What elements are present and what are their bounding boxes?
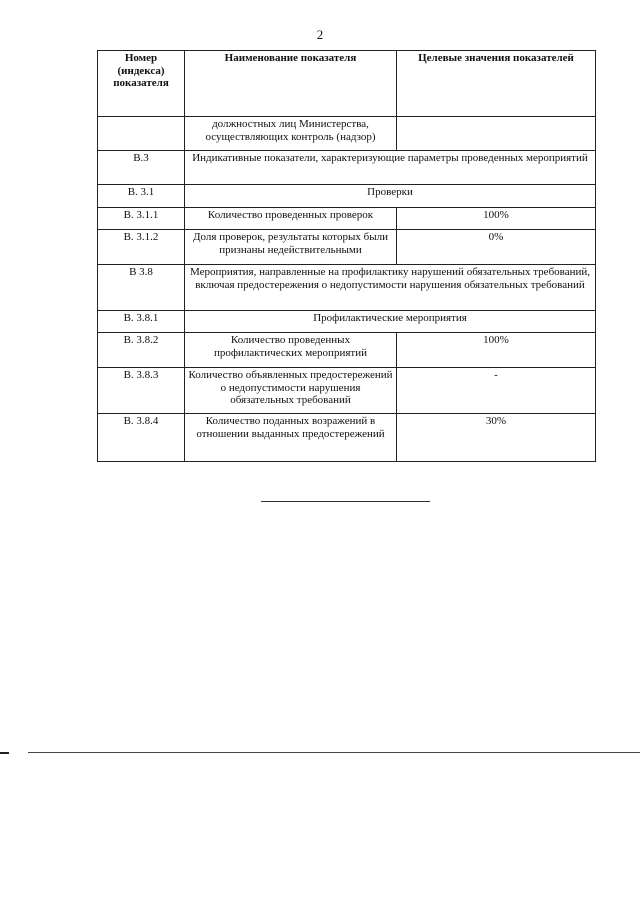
header-value: Целевые значения показателей [397, 51, 596, 117]
row-value: 100% [397, 333, 596, 368]
row-code: В. 3.1.1 [98, 208, 185, 230]
row-code: В. 3.8.1 [98, 311, 185, 333]
table-row [98, 265, 596, 311]
table-row [98, 151, 596, 185]
row-code [98, 117, 185, 151]
row-value [397, 117, 596, 151]
row-name: Количество поданных возражений в отношении выданных предостережений [185, 414, 397, 462]
row-section: Профилактические мероприятия [185, 311, 596, 333]
table-row [98, 333, 596, 368]
scan-edge-mark [0, 752, 9, 754]
row-name: Количество проведенных профилактических мероприятий [185, 333, 397, 368]
page-number: 2 [316, 27, 324, 42]
header-name: Наименование показателя [185, 51, 397, 117]
row-name: Доля проверок, результаты которых были признаны недействительными [185, 230, 397, 265]
row-code: В. 3.1 [98, 185, 185, 208]
row-code: В 3.8 [98, 265, 185, 311]
row-name: Количество проведенных проверок [185, 208, 397, 230]
row-code: В. 3.1.2 [98, 230, 185, 265]
table-row [98, 208, 596, 230]
row-code: В. 3.8.2 [98, 333, 185, 368]
row-name: должностных лиц Министерства, осуществляющих контроль (надзор) [185, 117, 397, 151]
row-name: Количество объявленных предостережений о недопустимости нарушения обязательных требований [185, 368, 397, 414]
row-section: Индикативные показатели, характеризующие параметры проведенных мероприятий [185, 151, 596, 185]
row-section: Проверки [185, 185, 596, 208]
row-code: В. 3.8.4 [98, 414, 185, 462]
row-code: В.3 [98, 151, 185, 185]
header-code: Номер (индекса) показателя [98, 51, 185, 117]
row-section: Мероприятия, направленные на профилактику нарушений обязательных требований, включая предостережения о недопустимости нарушения обязательных требований [185, 265, 596, 311]
row-value: - [397, 368, 596, 414]
table-row [98, 414, 596, 462]
indicators-table [97, 50, 596, 462]
table-row [98, 185, 596, 208]
table-row [98, 311, 596, 333]
closing-divider [261, 501, 430, 502]
row-value: 30% [397, 414, 596, 462]
table-header-row [98, 51, 596, 117]
scan-artifact-line [28, 752, 640, 753]
table-row [98, 368, 596, 414]
table-row [98, 230, 596, 265]
row-value: 0% [397, 230, 596, 265]
table-row [98, 117, 596, 151]
row-code: В. 3.8.3 [98, 368, 185, 414]
row-value: 100% [397, 208, 596, 230]
